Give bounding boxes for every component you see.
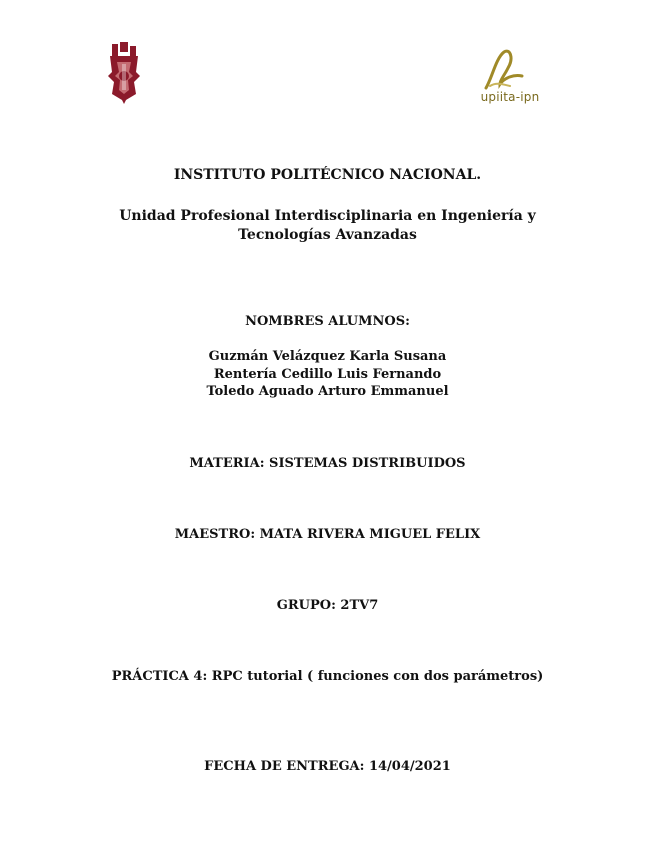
student-name: Rentería Cedillo Luis Fernando xyxy=(213,367,442,382)
student-name: Toledo Aguado Arturo Emmanuel xyxy=(206,384,449,399)
institute-title: INSTITUTO POLITÉCNICO NACIONAL. xyxy=(173,167,482,183)
teacher-line: MAESTRO: MATA RIVERA MIGUEL FELIX xyxy=(174,527,481,542)
upiita-logo-text: upiita-ipn xyxy=(480,90,540,104)
unit-name-line2: Tecnologías Avanzadas xyxy=(238,227,417,243)
group-line: GRUPO: 2TV7 xyxy=(276,598,379,613)
subject-line: MATERIA: SISTEMAS DISTRIBUIDOS xyxy=(189,456,466,471)
unit-name-line1: Unidad Profesional Interdisciplinaria en Ingeniería y xyxy=(119,208,536,224)
upiita-logo xyxy=(470,48,550,110)
ipn-emblem-icon xyxy=(104,42,144,104)
due-date: FECHA DE ENTREGA: 14/04/2021 xyxy=(204,759,451,774)
student-name: Guzmán Velázquez Karla Susana xyxy=(208,349,447,364)
practice-title: PRÁCTICA 4: RPC tutorial ( funciones con dos parámetros) xyxy=(111,669,544,684)
students-heading: NOMBRES ALUMNOS: xyxy=(245,314,410,329)
upiita-logo-icon xyxy=(470,48,550,90)
